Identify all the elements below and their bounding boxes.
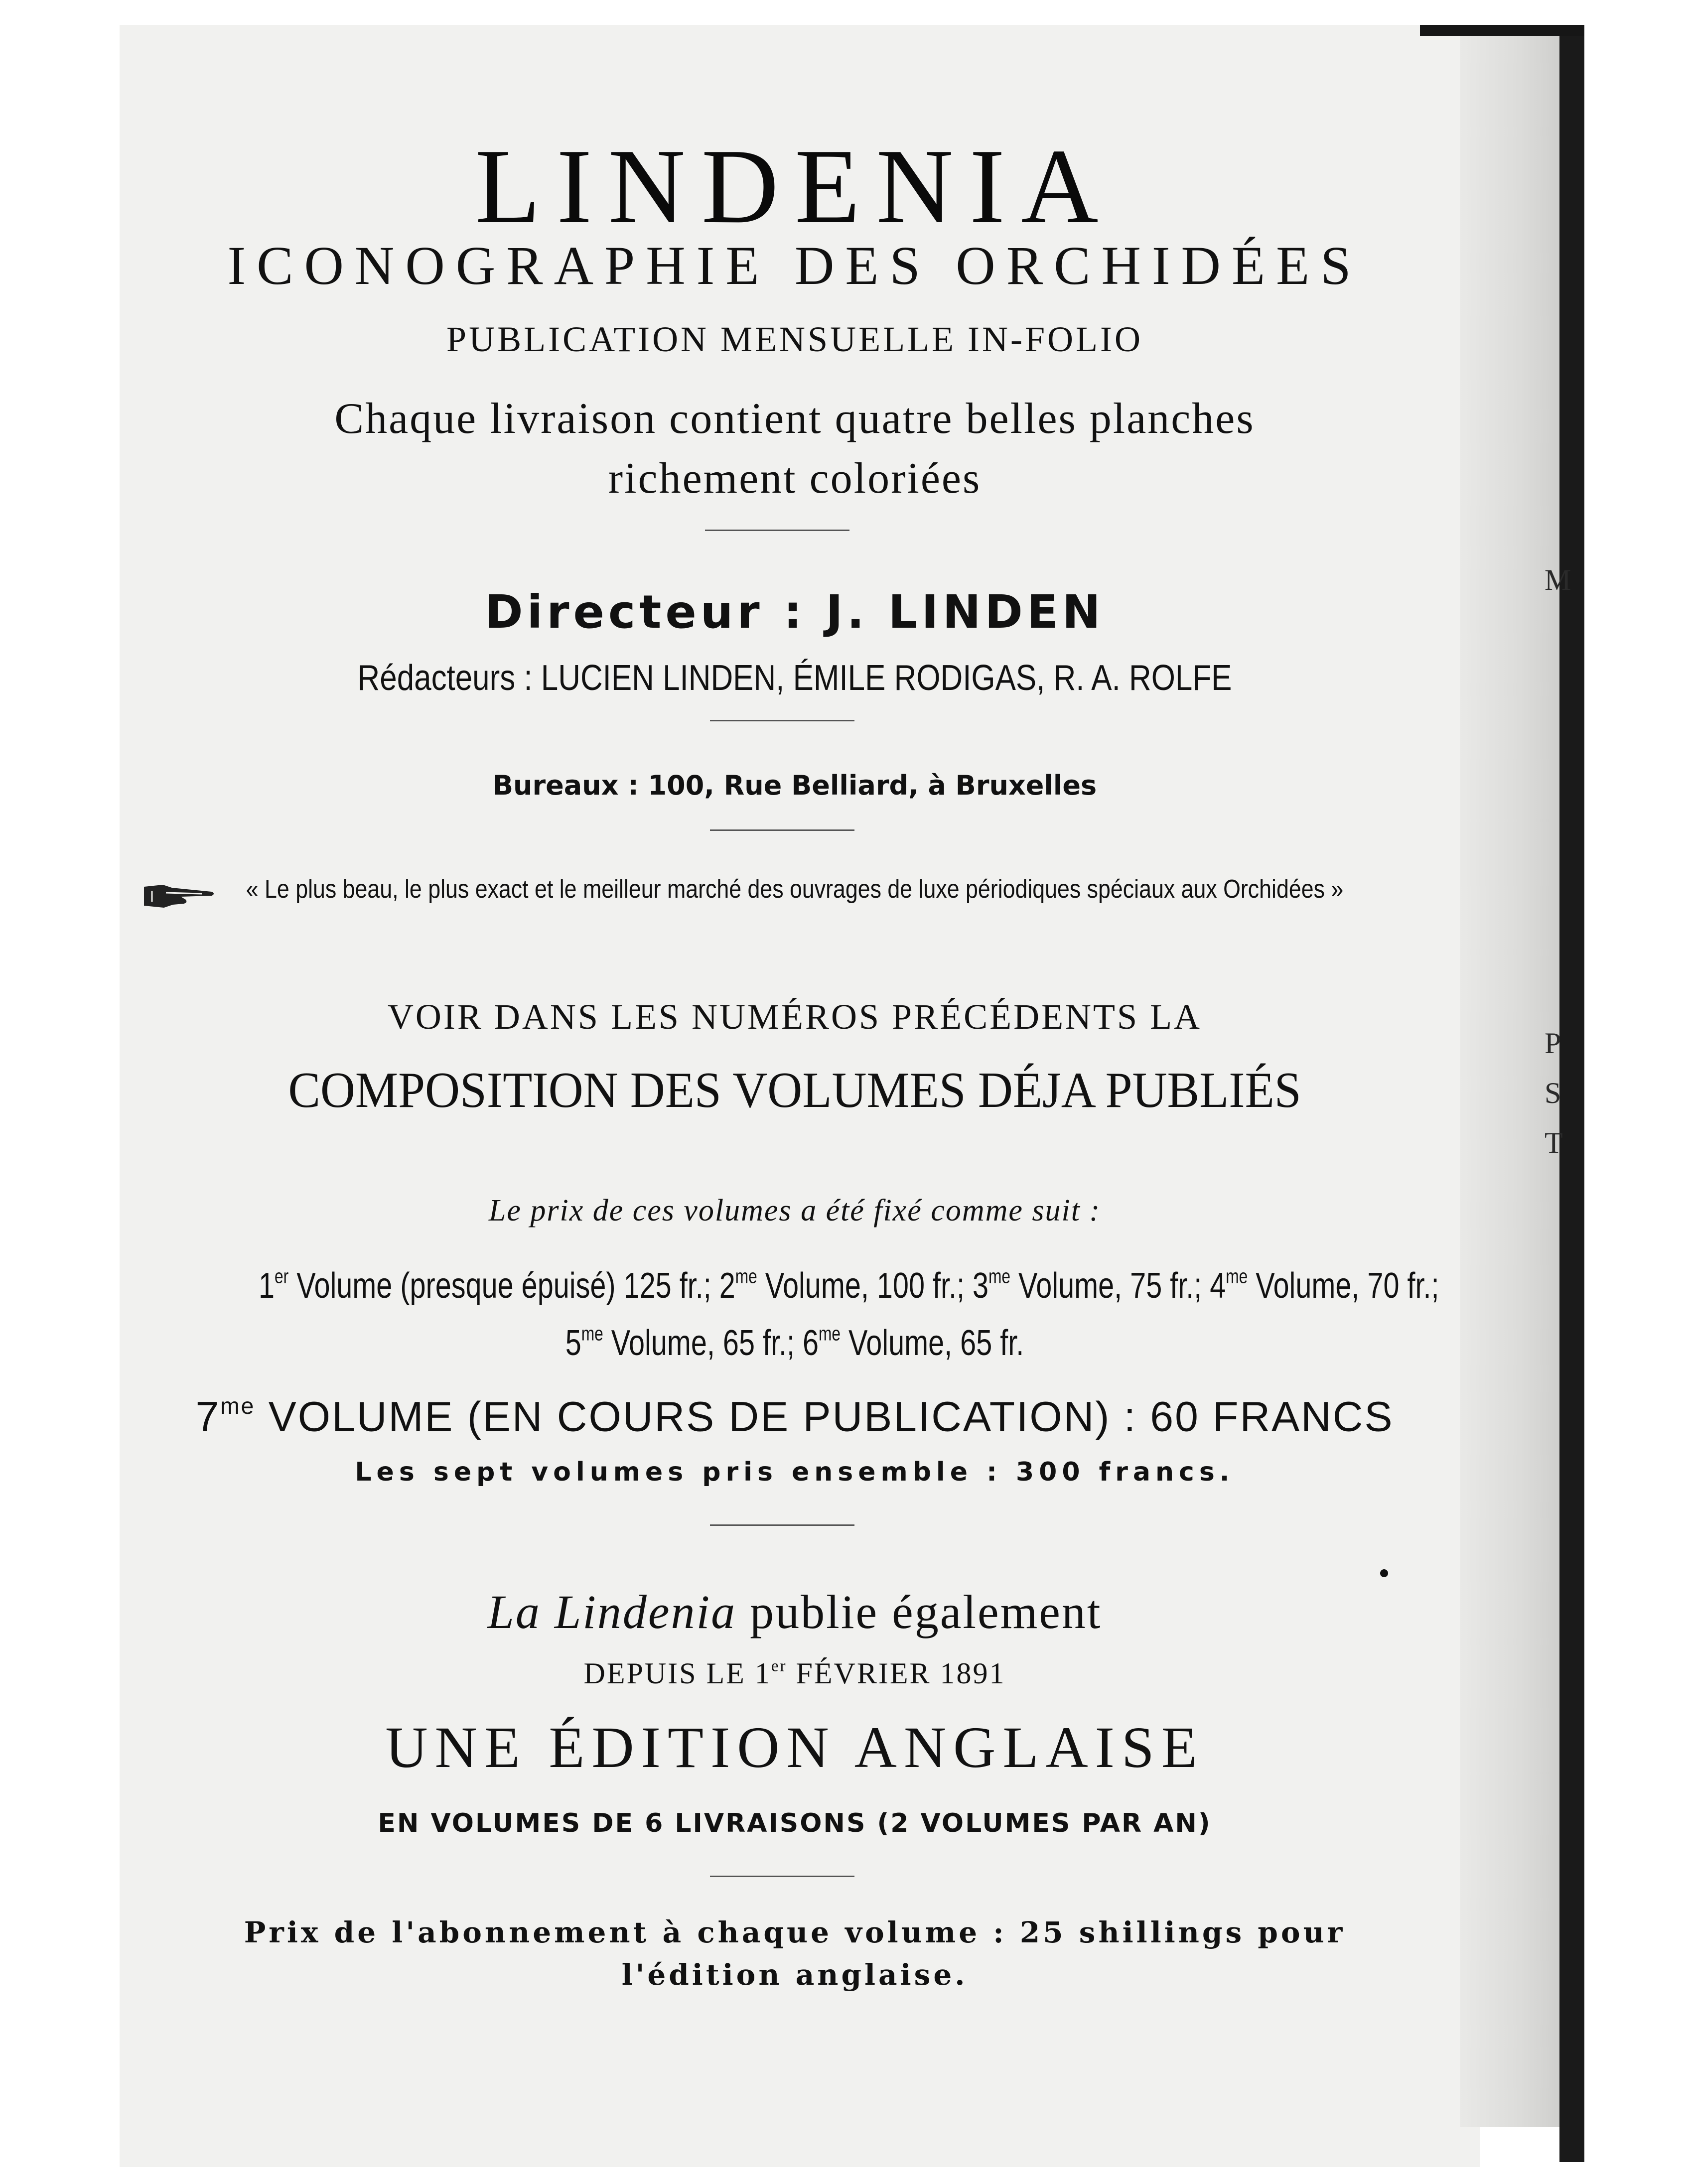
depuis-date: FÉVRIER 1891: [787, 1657, 1006, 1690]
redacteurs-line: Rédacteurs : LUCIEN LINDEN, ÉMILE RODIGAS, R. A. ROLFE: [357, 658, 1232, 698]
lindenia-publie-line: [125, 1584, 1465, 1639]
volumes-price-line-1: [259, 1265, 1439, 1306]
edge-letter: T: [1545, 1126, 1563, 1159]
abonnement-line-1: Prix de l'abonnement à chaque volume : 25 shillings pour: [244, 1915, 1346, 1949]
quote-line: « Le plus beau, le plus exact et le meilleur marché des ouvrages de luxe périodiques spéciaux aux Orchidées »: [246, 875, 1344, 904]
depuis-text: DEPUIS LE 1: [583, 1657, 771, 1690]
volume-number: 6: [803, 1323, 819, 1363]
volume-price: Volume, 100 fr.;: [757, 1266, 973, 1306]
bureaux-address: Bureaux : 100, Rue Belliard, à Bruxelles: [492, 770, 1097, 801]
divider: [710, 1876, 854, 1877]
ordinal-suffix: me: [819, 1323, 841, 1345]
pointing-hand-icon: [142, 882, 217, 909]
volume-7-text: VOLUME (EN COURS DE PUBLICATION) : 60 FRANCS: [255, 1393, 1394, 1440]
ordinal-suffix: er: [275, 1265, 289, 1288]
ordinal-suffix: me: [735, 1265, 757, 1288]
volume-price: Volume, 70 fr.;: [1248, 1266, 1439, 1306]
volume-number: 1: [259, 1266, 275, 1306]
publie-text: publie également: [736, 1585, 1102, 1638]
en-volumes-line: EN VOLUMES DE 6 LIVRAISONS (2 VOLUMES PAR AN): [378, 1808, 1212, 1838]
voir-line: VOIR DANS LES NUMÉROS PRÉCÉDENTS LA: [387, 997, 1202, 1037]
ordinal-suffix: me: [1226, 1265, 1248, 1288]
volume-price: Volume (presque épuisé) 125 fr.;: [288, 1266, 719, 1306]
directeur-heading: Directeur : J. LINDEN: [485, 585, 1105, 639]
volumes-price-line-2: [259, 1323, 1331, 1364]
publication-line: PUBLICATION MENSUELLE IN-FOLIO: [446, 319, 1143, 359]
volume-number: 2: [719, 1266, 735, 1306]
subtitle: ICONOGRAPHIE DES ORCHIDÉES: [227, 235, 1362, 296]
abonnement-line-2: l'édition anglaise.: [621, 1958, 968, 1992]
sept-volumes-line: Les sept volumes pris ensemble : 300 francs.: [355, 1457, 1235, 1487]
volume-number: 5: [565, 1323, 581, 1363]
volume-price: Volume, 65 fr.: [841, 1323, 1024, 1363]
livraison-line-2: richement coloriées: [608, 454, 982, 503]
volume-number: 3: [973, 1266, 989, 1306]
volume-7-line: [125, 1392, 1465, 1441]
edge-letter: S: [1545, 1077, 1561, 1109]
page-edge-bar: [1559, 25, 1584, 2162]
ordinal-suffix: er: [771, 1657, 787, 1675]
volume-number: 7: [195, 1393, 221, 1440]
edge-letter: P: [1545, 1027, 1561, 1060]
ordinal-suffix: me: [988, 1265, 1011, 1288]
volume-number: 4: [1210, 1266, 1226, 1306]
ink-dot: [1380, 1569, 1388, 1577]
divider: [710, 720, 854, 721]
edge-letter: M: [1545, 563, 1571, 596]
livraison-line-1: Chaque livraison contient quatre belles planches: [334, 395, 1255, 443]
volume-price: Volume, 75 fr.;: [1010, 1266, 1210, 1306]
depuis-line: [125, 1656, 1465, 1691]
ordinal-suffix: me: [220, 1393, 256, 1419]
page-top-edge: [1420, 25, 1584, 36]
prix-fixe-line: Le prix de ces volumes a été fixé comme suit :: [488, 1194, 1101, 1228]
composition-heading: COMPOSITION DES VOLUMES DÉJA PUBLIÉS: [288, 1062, 1301, 1118]
ordinal-suffix: me: [581, 1323, 603, 1345]
volume-price: Volume, 65 fr.;: [603, 1323, 803, 1363]
page-title: LINDENIA: [475, 127, 1115, 246]
lindenia-italic: La Lindenia: [487, 1585, 737, 1638]
divider: [710, 1524, 854, 1526]
divider: [705, 530, 849, 531]
divider: [710, 829, 854, 831]
edition-anglaise-heading: UNE ÉDITION ANGLAISE: [385, 1715, 1204, 1780]
